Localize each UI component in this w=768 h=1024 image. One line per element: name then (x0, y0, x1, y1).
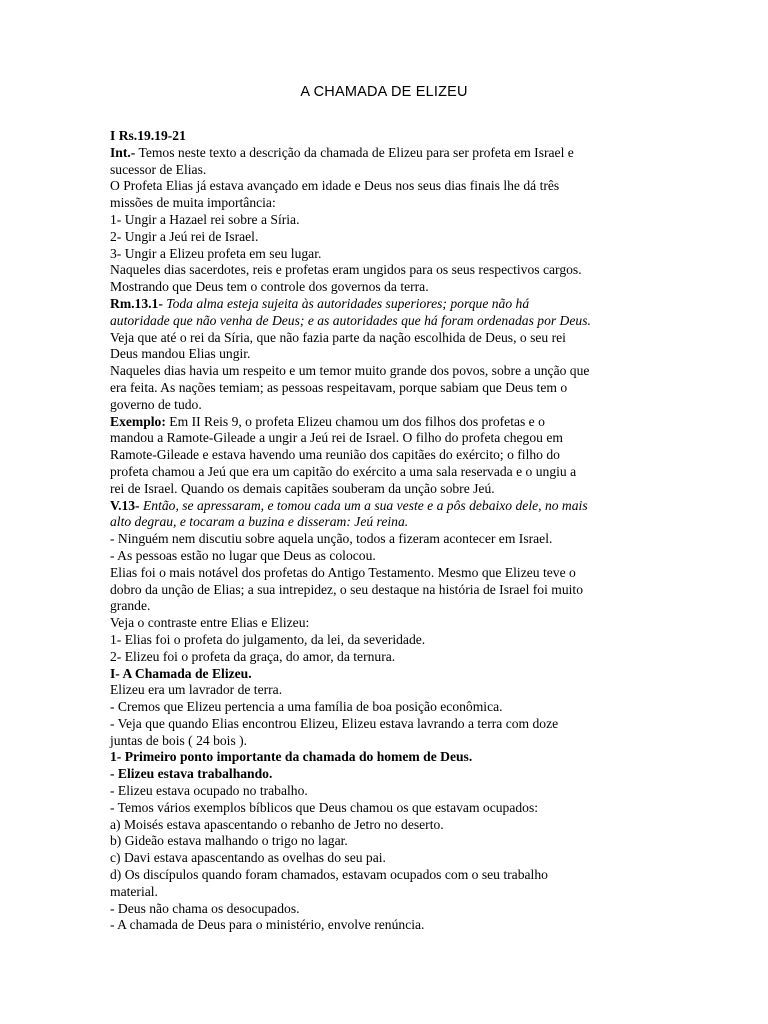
text-line (110, 666, 670, 683)
text-run: 1- Ungir a Hazael rei sobre a Síria. (110, 211, 300, 227)
text-line (110, 598, 670, 615)
text-run: - Deus não chama os desocupados. (110, 900, 300, 916)
text-line (110, 330, 670, 347)
italic-run: autoridade que não venha de Deus; e as autoridades que há foram ordenadas por Deus. (110, 312, 591, 328)
text-run: grande. (110, 598, 151, 614)
text-run: rei de Israel. Quando os demais capitães souberam da unção sobre Jeú. (110, 480, 495, 496)
text-line (110, 817, 670, 834)
text-line (110, 346, 670, 363)
text-run: 2- Elizeu foi o profeta da graça, do amor, da ternura. (110, 648, 396, 664)
text-line (110, 884, 670, 901)
text-line (110, 262, 670, 279)
text-run: - A chamada de Deus para o ministério, envolve renúncia. (110, 917, 425, 933)
text-line (110, 279, 670, 296)
text-line (110, 296, 670, 313)
text-run: profeta chamou a Jeú que era um capitão do exército a uma sala reservada e o ungiu a (110, 463, 577, 479)
bold-run: Rm.13.1- (110, 295, 163, 311)
document-title: A CHAMADA DE ELIZEU (300, 84, 468, 100)
text-line (110, 766, 670, 783)
text-run: 2- Ungir a Jeú rei de Israel. (110, 228, 259, 244)
text-line (110, 699, 670, 716)
text-run: juntas de bois ( 24 bois ). (110, 732, 248, 748)
text-run: 3- Ungir a Elizeu profeta em seu lugar. (110, 245, 322, 261)
text-run: sucessor de Elias. (110, 161, 207, 177)
text-run: Elias foi o mais notável dos profetas do Antigo Testamento. Mesmo que Elizeu teve o (110, 564, 576, 580)
text-run: c) Davi estava apascentando as ovelhas do seu pai. (110, 850, 386, 866)
text-line (110, 128, 670, 145)
text-line (110, 565, 670, 582)
text-line (110, 800, 670, 817)
text-line (110, 430, 670, 447)
text-line (110, 363, 670, 380)
text-line (110, 514, 670, 531)
italic-run: alto degrau, e tocaram a buzina e disseram: Jeú reina. (110, 514, 409, 530)
text-line (110, 162, 670, 179)
text-run: governo de tudo. (110, 396, 202, 412)
text-line (110, 682, 670, 699)
text-run: Naqueles dias sacerdotes, reis e profetas eram ungidos para os seus respectivos cargos. (110, 262, 582, 278)
text-line (110, 833, 670, 850)
text-run: O Profeta Elias já estava avançado em idade e Deus nos seus dias finais lhe dá três (110, 178, 560, 194)
text-line (110, 380, 670, 397)
bold-run: Exemplo: (110, 413, 166, 429)
text-line (110, 178, 670, 195)
text-line (110, 917, 670, 934)
text-run: Em II Reis 9, o profeta Elizeu chamou um dos filhos dos profetas e o (165, 413, 545, 429)
bold-run: Int.- (110, 144, 136, 160)
text-run: - Temos vários exemplos bíblicos que Deus chamou os que estavam ocupados: (110, 799, 539, 815)
text-line (110, 582, 670, 599)
text-run: - Elizeu estava ocupado no trabalho. (110, 783, 308, 799)
document-body (110, 128, 670, 934)
bold-run: I Rs.19.19-21 (110, 128, 186, 143)
text-line (110, 716, 670, 733)
text-run: era feita. As nações temiam; as pessoas respeitavam, porque sabiam que Deus tem o (110, 379, 568, 395)
text-line (110, 749, 670, 766)
text-run: Veja que até o rei da Síria, que não fazia parte da nação escolhida de Deus, o seu rei (110, 329, 566, 345)
text-line (110, 548, 670, 565)
italic-run: Toda alma esteja sujeita às autoridades superiores; porque não há (162, 295, 530, 311)
text-line (110, 850, 670, 867)
text-line (110, 313, 670, 330)
text-line (110, 229, 670, 246)
text-line (110, 733, 670, 750)
text-line (110, 531, 670, 548)
text-line (110, 397, 670, 414)
bold-run: V.13- (110, 497, 140, 513)
text-run: Ramote-Gileade e estava havendo uma reunião dos capitães do exército; o filho do (110, 447, 560, 463)
bold-run: - Elizeu estava trabalhando. (110, 766, 273, 782)
text-run: Temos neste texto a descrição da chamada de Elizeu para ser profeta em Israel e (135, 144, 574, 160)
bold-run: 1- Primeiro ponto importante da chamada do homem de Deus. (110, 749, 473, 765)
text-line (110, 649, 670, 666)
text-run: Elizeu era um lavrador de terra. (110, 682, 283, 698)
bold-run: I- A Chamada de Elizeu. (110, 665, 252, 681)
text-line (110, 195, 670, 212)
text-run: Naqueles dias havia um respeito e um temor muito grande dos povos, sobre a unção que (110, 363, 590, 379)
text-run: b) Gideão estava malhando o trigo no lagar. (110, 833, 348, 849)
text-run: Deus mandou Elias ungir. (110, 346, 251, 362)
text-line (110, 901, 670, 918)
text-line (110, 464, 670, 481)
text-run: Mostrando que Deus tem o controle dos governos da terra. (110, 279, 429, 295)
text-line (110, 632, 670, 649)
text-line (110, 481, 670, 498)
text-run: 1- Elias foi o profeta do julgamento, da lei, da severidade. (110, 631, 426, 647)
text-run: mandou a Ramote-Gileade a ungir a Jeú rei de Israel. O filho do profeta chegou em (110, 430, 563, 446)
text-run: - Cremos que Elizeu pertencia a uma família de boa posição econômica. (110, 699, 503, 715)
text-line (110, 447, 670, 464)
text-line (110, 145, 670, 162)
text-line (110, 212, 670, 229)
text-line (110, 246, 670, 263)
text-run: missões de muita importância: (110, 195, 276, 211)
text-run: - As pessoas estão no lugar que Deus as colocou. (110, 547, 376, 563)
text-run: a) Moisés estava apascentando o rebanho de Jetro no deserto. (110, 816, 444, 832)
text-run: Veja o contraste entre Elias e Elizeu: (110, 615, 310, 631)
text-run: dobro da unção de Elias; a sua intrepidez, o seu destaque na história de Israel foi muito (110, 581, 583, 597)
text-run: - Veja que quando Elias encontrou Elizeu, Elizeu estava lavrando a terra com doze (110, 715, 559, 731)
text-run: - Ninguém nem discutiu sobre aquela unção, todos a fizeram acontecer em Israel. (110, 531, 553, 547)
text-run: d) Os discípulos quando foram chamados, estavam ocupados com o seu trabalho (110, 867, 548, 883)
text-line (110, 783, 670, 800)
text-line (110, 615, 670, 632)
text-line (110, 867, 670, 884)
text-line (110, 498, 670, 515)
text-run: material. (110, 883, 158, 899)
text-line (110, 414, 670, 431)
italic-run: Então, se apressaram, e tomou cada um a sua veste e a pôs debaixo dele, no mais (139, 497, 588, 513)
